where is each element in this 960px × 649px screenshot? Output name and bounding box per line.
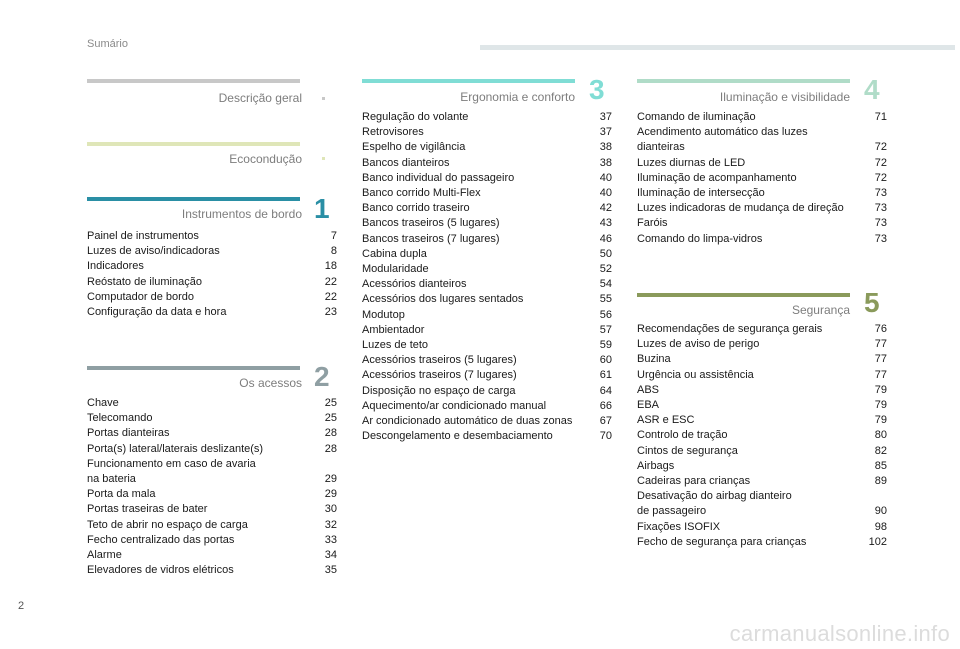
iluminacao-entries: [637, 110, 887, 247]
toc-entry-label: Espelho de vigilância: [362, 141, 466, 154]
toc-entry-label: Porta da mala: [87, 488, 156, 501]
header-rule: [480, 45, 955, 50]
toc-entry-page: 29: [324, 473, 337, 486]
toc-entry-page: 80: [874, 429, 887, 442]
ecoconducao-title: Ecocondução: [229, 152, 302, 166]
toc-entry-label: Banco corrido traseiro: [362, 202, 470, 215]
toc-entry[interactable]: [87, 305, 337, 320]
toc-entry[interactable]: [637, 398, 887, 413]
toc-entry-label: Fecho de segurança para crianças: [637, 535, 807, 548]
toc-entry-label: Acendimento automático das luzes dianteiras: [637, 126, 808, 154]
toc-entry-label: Urgência ou assistência: [637, 368, 754, 381]
toc-entry-page: 85: [874, 459, 887, 472]
toc-entry-label: Ambientador: [362, 323, 425, 336]
toc-entry-label: Chave: [87, 397, 119, 409]
toc-entry-page: 64: [599, 384, 612, 397]
toc-entry[interactable]: [87, 426, 337, 441]
toc-entry-label: Acessórios traseiros (7 lugares): [362, 369, 517, 382]
toc-entry-page: 38: [599, 141, 612, 154]
toc-entry[interactable]: [362, 353, 612, 368]
toc-entry-label: Teto de abrir no espaço de carga: [87, 518, 248, 531]
toc-entry[interactable]: [362, 292, 612, 307]
acessos-title: Os acessos: [239, 376, 302, 390]
toc-entry-label: Comando do limpa-vidros: [637, 232, 763, 245]
toc-entry[interactable]: [362, 171, 612, 186]
toc-entry-label: Cintos de segurança: [637, 444, 738, 457]
toc-entry-label: EBA: [637, 399, 660, 412]
toc-entry[interactable]: [637, 489, 887, 519]
toc-entry[interactable]: [637, 201, 887, 216]
toc-entry-page: 50: [599, 247, 612, 260]
toc-entry[interactable]: [362, 232, 612, 247]
ergonomia-number: 3: [589, 74, 605, 105]
toc-entry[interactable]: [362, 201, 612, 216]
toc-entry-label: ABS: [637, 383, 660, 396]
seguranca-title: Segurança: [791, 303, 850, 317]
toc-entry-label: Telecomando: [87, 412, 153, 425]
toc-entry-label: Acessórios traseiros (5 lugares): [362, 354, 517, 367]
toc-entry-label: Modutop: [362, 308, 405, 321]
toc-entry-label: Luzes de aviso de perigo: [637, 338, 760, 351]
toc-entry-label: Desativação do airbag dianteiro de passageiro: [637, 490, 792, 518]
toc-entry[interactable]: [637, 125, 887, 155]
toc-entry-label: Reóstato de iluminação: [87, 275, 202, 288]
toc-entry-label: Descongelamento e desembaciamento: [362, 430, 553, 443]
ecoconducao-bar: [87, 142, 300, 146]
toc-entry[interactable]: [637, 232, 887, 247]
toc-entry-label: Retrovisores: [362, 126, 424, 139]
ergonomia-title: Ergonomia e conforto: [460, 90, 575, 104]
toc-entry-page: 66: [599, 399, 612, 412]
toc-entry-page: 22: [324, 275, 337, 288]
toc-entry-page: 37: [599, 126, 612, 139]
toc-entry[interactable]: [362, 308, 612, 323]
toc-entry-label: Faróis: [637, 217, 668, 230]
toc-entry-page: 82: [874, 444, 887, 457]
toc-entry-page: 46: [599, 232, 612, 245]
toc-entry-label: Luzes indicadoras de mudança de direção: [637, 202, 844, 215]
toc-entry-label: Luzes de aviso/indicadoras: [87, 245, 220, 258]
seguranca-bar: [637, 293, 850, 297]
toc-entry[interactable]: [87, 518, 337, 533]
toc-entry-label: Computador de bordo: [87, 290, 195, 303]
toc-entry[interactable]: [87, 244, 337, 259]
toc-entry-label: Banco individual do passageiro: [362, 171, 515, 184]
toc-entry-page: 40: [599, 187, 612, 200]
toc-entry[interactable]: [362, 186, 612, 201]
toc-entry-page: 77: [874, 353, 887, 366]
toc-entry[interactable]: [362, 247, 612, 262]
toc-entry-label: Portas dianteiras: [87, 427, 170, 440]
ergonomia-entries: [362, 110, 612, 444]
iluminacao-title: Iluminação e visibilidade: [719, 90, 850, 104]
toc-entry-label: Modularidade: [362, 263, 429, 276]
toc-entry[interactable]: [637, 383, 887, 398]
toc-entry-label: Bancos dianteiros: [362, 156, 450, 169]
toc-entry-page: 61: [599, 369, 612, 382]
toc-entry-page: 73: [874, 187, 887, 200]
toc-entry-label: Indicadores: [87, 260, 144, 273]
toc-entry[interactable]: [87, 548, 337, 563]
toc-entry-label: Acessórios dianteiros: [362, 278, 467, 291]
toc-entry[interactable]: [362, 216, 612, 231]
toc-entry-page: 77: [874, 338, 887, 351]
toc-entry[interactable]: [637, 216, 887, 231]
toc-entry[interactable]: [637, 186, 887, 201]
toc-entry-label: Bancos traseiros (5 lugares): [362, 217, 500, 230]
toc-entry-page: 71: [874, 111, 887, 123]
toc-entry-label: Fixações ISOFIX: [637, 520, 721, 533]
toc-entry-page: 32: [324, 518, 337, 531]
descricao-title: Descrição geral: [218, 91, 302, 105]
toc-entry-page: 54: [599, 278, 612, 291]
toc-entry-page: 28: [324, 442, 337, 455]
toc-entry[interactable]: [362, 140, 612, 155]
page-number: 2: [18, 600, 25, 612]
toc-entry[interactable]: [87, 457, 337, 487]
toc-entry-label: Painel de instrumentos: [87, 230, 199, 242]
toc-entry[interactable]: [637, 322, 887, 337]
seguranca-entries: [637, 322, 887, 550]
toc-entry-label: Configuração da data e hora: [87, 306, 227, 319]
toc-entry[interactable]: [362, 384, 612, 399]
toc-entry-label: Cadeiras para crianças: [637, 475, 751, 488]
toc-entry-page: 18: [324, 260, 337, 273]
toc-entry-page: 30: [324, 503, 337, 516]
toc-entry-label: Airbags: [637, 459, 675, 472]
toc-entry-label: Cabina dupla: [362, 247, 427, 260]
toc-entry[interactable]: [87, 487, 337, 502]
toc-entry[interactable]: [362, 399, 612, 414]
toc-entry-page: 59: [599, 339, 612, 352]
toc-entry-page: 73: [874, 217, 887, 230]
toc-entry-page: 102: [868, 535, 887, 548]
toc-entry[interactable]: [362, 262, 612, 277]
toc-entry[interactable]: [637, 474, 887, 489]
toc-entry-label: Acessórios dos lugares sentados: [362, 293, 524, 306]
toc-entry-page: 60: [599, 354, 612, 367]
toc-entry-page: 33: [324, 533, 337, 546]
toc-entry-page: 34: [324, 549, 337, 562]
toc-entry-page: 52: [599, 263, 612, 276]
toc-entry[interactable]: [362, 429, 612, 444]
toc-entry[interactable]: [362, 125, 612, 140]
toc-entry[interactable]: [87, 442, 337, 457]
toc-entry-page: 98: [874, 520, 887, 533]
toc-entry[interactable]: [637, 171, 887, 186]
toc-entry-label: ASR e ESC: [637, 414, 695, 427]
toc-entry[interactable]: [362, 414, 612, 429]
toc-entry-label: Funcionamento em caso de avaria na bateria: [87, 457, 256, 486]
toc-entry-page: 79: [874, 383, 887, 396]
iluminacao-bar: [637, 79, 850, 83]
toc-entry-page: 67: [599, 415, 612, 428]
instrumentos-entries: [87, 229, 337, 320]
toc-entry-page: 29: [324, 488, 337, 501]
toc-entry-label: Ar condicionado automático de duas zonas: [362, 415, 573, 428]
instrumentos-title: Instrumentos de bordo: [181, 207, 302, 221]
iluminacao-number: 4: [864, 74, 880, 105]
toc-entry-page: 7: [330, 230, 337, 242]
toc-entry[interactable]: [362, 156, 612, 171]
toc-entry-label: Aquecimento/ar condicionado manual: [362, 399, 547, 412]
toc-entry[interactable]: [87, 259, 337, 274]
toc-entry-label: Elevadores de vidros elétricos: [87, 564, 234, 577]
toc-entry[interactable]: [87, 533, 337, 548]
toc-entry[interactable]: [637, 459, 887, 474]
toc-entry[interactable]: [637, 413, 887, 428]
toc-entry-label: Banco corrido Multi-Flex: [362, 187, 481, 200]
toc-entry-label: Fecho centralizado das portas: [87, 533, 235, 546]
toc-entry-page: 37: [599, 111, 612, 123]
ecoconducao-marker: [322, 157, 325, 160]
toc-entry[interactable]: [87, 396, 337, 411]
toc-entry-page: 73: [874, 202, 887, 215]
toc-entry[interactable]: [637, 156, 887, 171]
descricao-bar: [87, 79, 300, 83]
watermark: carmanualsonline.info: [729, 621, 950, 646]
toc-entry-page: 73: [874, 232, 887, 245]
toc-entry[interactable]: [637, 368, 887, 383]
toc-entry-label: Regulação do volante: [362, 111, 469, 123]
toc-entry-label: Luzes diurnas de LED: [637, 156, 746, 169]
toc-entry-page: 43: [599, 217, 612, 230]
ergonomia-bar: [362, 79, 575, 83]
toc-entry-page: 70: [599, 430, 612, 443]
acessos-entries: [87, 396, 337, 578]
toc-entry[interactable]: [87, 275, 337, 290]
toc-entry[interactable]: [637, 428, 887, 443]
page-header-title: Sumário: [87, 38, 128, 50]
toc-entry[interactable]: [637, 110, 887, 125]
toc-entry-label: Iluminação de intersecção: [637, 187, 765, 200]
toc-entry[interactable]: [87, 411, 337, 426]
toc-entry[interactable]: [362, 277, 612, 292]
toc-entry-label: Recomendações de segurança gerais: [637, 323, 823, 335]
instrumentos-bar: [87, 197, 300, 201]
toc-entry-label: Comando de iluminação: [637, 111, 756, 123]
descricao-marker: [322, 97, 325, 100]
toc-entry[interactable]: [362, 368, 612, 383]
toc-entry-page: 79: [874, 399, 887, 412]
toc-entry-page: 25: [324, 397, 337, 409]
toc-entry-page: 72: [874, 171, 887, 184]
toc-entry-label: Disposição no espaço de carga: [362, 384, 516, 397]
toc-entry-label: Luzes de teto: [362, 339, 429, 352]
toc-entry-page: 8: [330, 245, 337, 258]
toc-entry-page: 56: [599, 308, 612, 321]
toc-entry-page: 72: [874, 156, 887, 169]
toc-entry[interactable]: [362, 110, 612, 125]
toc-entry[interactable]: [87, 563, 337, 578]
instrumentos-number: 1: [314, 193, 330, 224]
toc-entry[interactable]: [87, 290, 337, 305]
toc-entry-page: 76: [874, 323, 887, 335]
toc-entry-page: 25: [324, 412, 337, 425]
toc-entry-label: Portas traseiras de bater: [87, 503, 208, 516]
toc-entry[interactable]: [637, 337, 887, 352]
toc-entry-label: Bancos traseiros (7 lugares): [362, 232, 500, 245]
toc-entry-page: 79: [874, 414, 887, 427]
toc-entry-page: 22: [324, 290, 337, 303]
toc-entry[interactable]: [87, 502, 337, 517]
toc-entry-page: 89: [874, 475, 887, 488]
toc-entry[interactable]: [87, 229, 337, 244]
acessos-number: 2: [314, 361, 330, 392]
toc-entry[interactable]: [637, 520, 887, 535]
toc-entry[interactable]: [362, 338, 612, 353]
toc-entry[interactable]: [637, 444, 887, 459]
toc-entry-page: 77: [874, 368, 887, 381]
toc-entry-label: Controlo de tração: [637, 429, 728, 442]
toc-entry-page: 38: [599, 156, 612, 169]
toc-entry-page: 42: [599, 202, 612, 215]
toc-entry-page: 28: [324, 427, 337, 440]
toc-entry-page: 23: [324, 306, 337, 319]
toc-entry-page: 35: [324, 564, 337, 577]
toc-entry[interactable]: [362, 323, 612, 338]
toc-entry-page: 72: [874, 141, 887, 154]
toc-entry[interactable]: [637, 352, 887, 367]
toc-entry-label: Porta(s) lateral/laterais deslizante(s): [87, 442, 264, 455]
toc-entry-page: 90: [874, 505, 887, 518]
toc-entry[interactable]: [637, 535, 887, 550]
toc-entry-page: 57: [599, 323, 612, 336]
seguranca-number: 5: [864, 287, 880, 318]
toc-entry-page: 40: [599, 171, 612, 184]
toc-entry-label: Iluminação de acompanhamento: [637, 171, 797, 184]
toc-entry-label: Buzina: [637, 353, 671, 366]
toc-entry-label: Alarme: [87, 549, 122, 562]
toc-entry-page: 55: [599, 293, 612, 306]
acessos-bar: [87, 366, 300, 370]
